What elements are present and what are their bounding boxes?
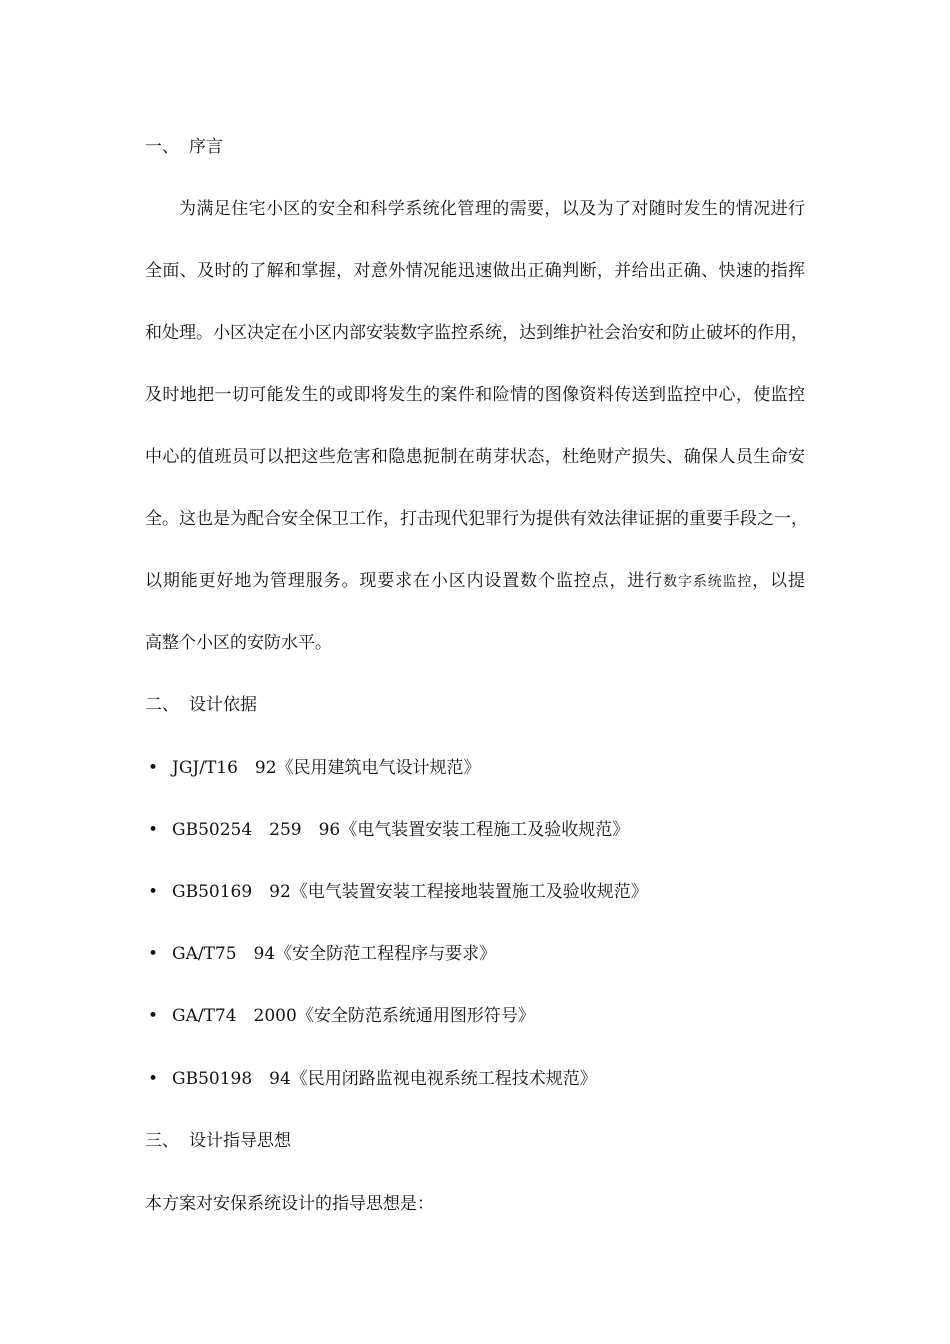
section-2-title: 设计依据 (189, 695, 257, 715)
standard-list-item (145, 1004, 535, 1028)
bullet-icon: • (148, 1006, 159, 1026)
paragraph-line-7-start: 以期能更好地为管理服务。现要求在小区内设置数个监控点，进行 (145, 571, 664, 591)
bullet-icon: • (148, 882, 159, 902)
paragraph-line-8: 高整个小区的安防水平。 (145, 633, 332, 653)
section-1-title: 序言 (189, 137, 223, 157)
standard-list-item (145, 1067, 597, 1091)
standard-list-item (145, 942, 496, 966)
paragraph-line-5: 中心的值班员可以把这些危害和隐患扼制在萌芽状态，杜绝财产损失、确保人员生命安 (145, 447, 805, 467)
standard-list-item (145, 818, 629, 842)
standard-text: GA/T74 2000《安全防范系统通用图形符号》 (172, 1006, 535, 1026)
standard-text: GA/T75 94《安全防范工程程序与要求》 (172, 944, 497, 964)
standard-text: GB50254 259 96《电气装置安装工程施工及验收规范》 (172, 820, 630, 840)
bullet-icon: • (148, 758, 159, 778)
standard-text: JGJ/T16 92《民用建筑电气设计规范》 (172, 758, 481, 778)
section-2-number: 二、 (145, 695, 179, 715)
section-3-heading (145, 1129, 291, 1153)
section-3-intro: 本方案对安保系统设计的指导思想是： (145, 1194, 434, 1214)
paragraph-line-4: 及时地把一切可能发生的或即将发生的案件和险情的图像资料传送到监控中心，使监控 (145, 385, 805, 405)
paragraph-line-7 (145, 569, 805, 594)
section-3-title: 设计指导思想 (189, 1131, 291, 1151)
standard-list-item (145, 880, 648, 904)
standard-list-item (145, 756, 481, 780)
bullet-icon: • (148, 1069, 159, 1089)
standard-text: GB50169 92《电气装置安装工程接地装置施工及验收规范》 (172, 882, 648, 902)
paragraph-line-7-small-text: 数字系统监控 (663, 574, 753, 590)
bullet-icon: • (148, 820, 159, 840)
standard-text: GB50198 94《民用闭路监视电视系统工程技术规范》 (172, 1069, 597, 1089)
section-1-heading (145, 135, 223, 159)
section-1-number: 一、 (145, 137, 179, 157)
section-2-heading (145, 693, 257, 717)
bullet-icon: • (148, 944, 159, 964)
paragraph-line-7-end: ，以提 (752, 571, 806, 591)
section-3-number: 三、 (145, 1131, 179, 1151)
paragraph-line-6: 全。这也是为配合安全保卫工作，打击现代犯罪行为提供有效法律证据的重要手段之一， (145, 509, 808, 529)
paragraph-line-3: 和处理。小区决定在小区内部安装数字监控系统，达到维护社会治安和防止破坏的作用， (145, 323, 808, 343)
paragraph-line-1: 为满足住宅小区的安全和科学系统化管理的需要，以及为了对随时发生的情况进行 (179, 199, 805, 219)
paragraph-line-2: 全面、及时的了解和掌握，对意外情况能迅速做出正确判断，并给出正确、快速的指挥 (145, 261, 805, 281)
